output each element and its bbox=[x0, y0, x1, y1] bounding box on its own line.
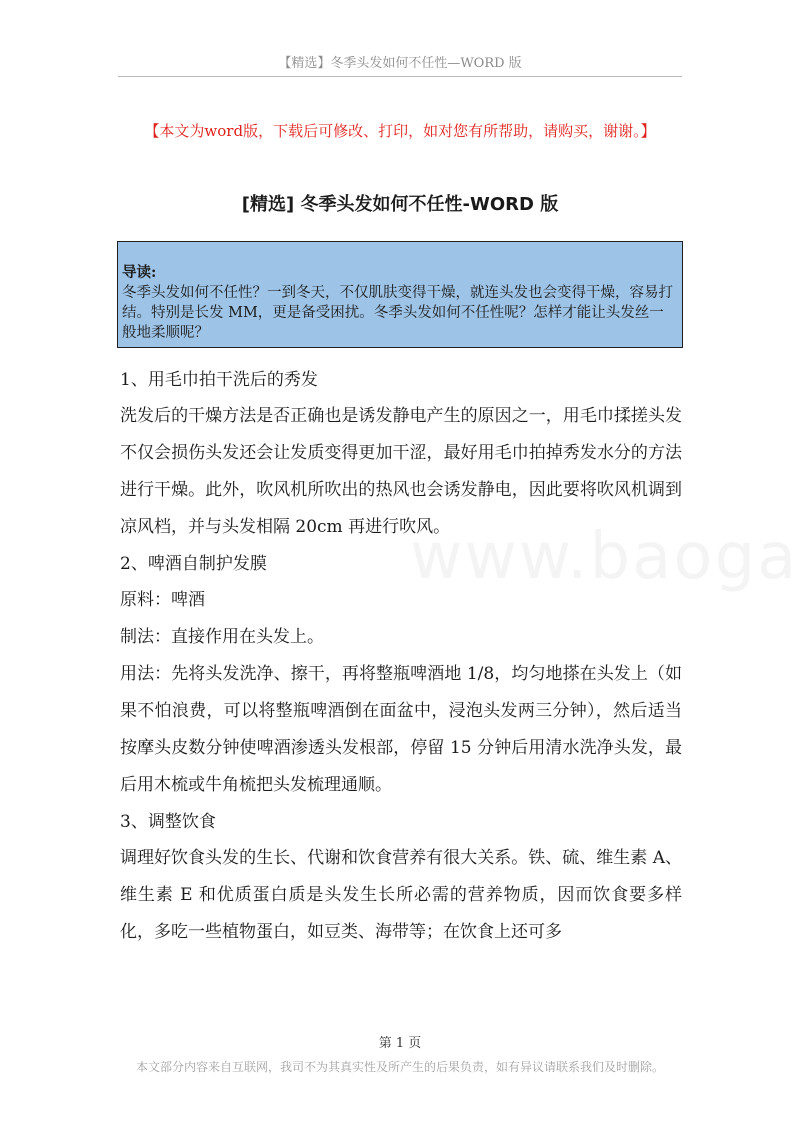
section-heading-3: 3、调整饮食 bbox=[120, 812, 216, 832]
paragraph: 调理好饮食头发的生长、代谢和饮食营养有很大关系。铁、硫、维生素 A、维生素 E 和优质蛋白质是头发生长所必需的营养物质，因而饮食要多样化，多吃一些植物蛋白，如豆类、海带等；在饮食上还可多 bbox=[120, 848, 682, 942]
document-title: [精选] 冬季头发如何不任性-WORD 版 bbox=[241, 194, 559, 215]
intro-text: 冬季头发如何不任性？一到冬天，不仅肌肤变得干燥，就连头发也会变得干燥，容易打结。特别是长发 MM，更是备受困扰。冬季头发如何不任性呢？怎样才能让头发丝一般地柔顺呢？ bbox=[122, 285, 673, 341]
intro-label: 导读: bbox=[122, 264, 157, 281]
header-divider bbox=[118, 76, 682, 77]
paragraph: 原料：啤酒 bbox=[120, 590, 205, 610]
page-header: 【精选】冬季头发如何不任性—WORD 版 bbox=[278, 56, 522, 71]
intro-box bbox=[117, 241, 683, 348]
section-heading-2: 2、啤酒自制护发膜 bbox=[120, 554, 267, 574]
page-number: 第 1 页 bbox=[378, 1036, 422, 1051]
paragraph: 洗发后的干燥方法是否正确也是诱发静电产生的原因之一，用毛巾揉搓头发不仅会损伤头发还会让发质变得更加干涩，最好用毛巾拍掉秀发水分的方法进行干燥。此外，吹风机所吹出的热风也会诱发静电，因此要将吹风机调到凉风档，并与头发相隔 20cm 再进行吹风。 bbox=[120, 406, 682, 537]
document-body bbox=[120, 362, 682, 951]
paragraph: 用法：先将头发洗净、擦干，再将整瓶啤酒地 1/8，均匀地搽在头发上（如果不怕浪费，可以将整瓶啤酒倒在面盆中，浸泡头发两三分钟），然后适当按摩头皮数分钟使啤酒渗透头发根部，停留 15 分钟后用清水洗净头发，最后用木梳或牛角梳把头发梳理通顺。 bbox=[120, 664, 682, 795]
paragraph: 制法：直接作用在头发上。 bbox=[120, 627, 324, 647]
section-heading-1: 1、用毛巾拍干洗后的秀发 bbox=[120, 370, 318, 390]
page-footer: 本文部分内容来自互联网，我司不为其真实性及所产生的后果负责，如有异议请联系我们及时删除。 bbox=[135, 1060, 664, 1074]
download-notice: 【本文为word版，下载后可修改、打印，如对您有所帮助，请购买，谢谢。】 bbox=[144, 122, 656, 140]
